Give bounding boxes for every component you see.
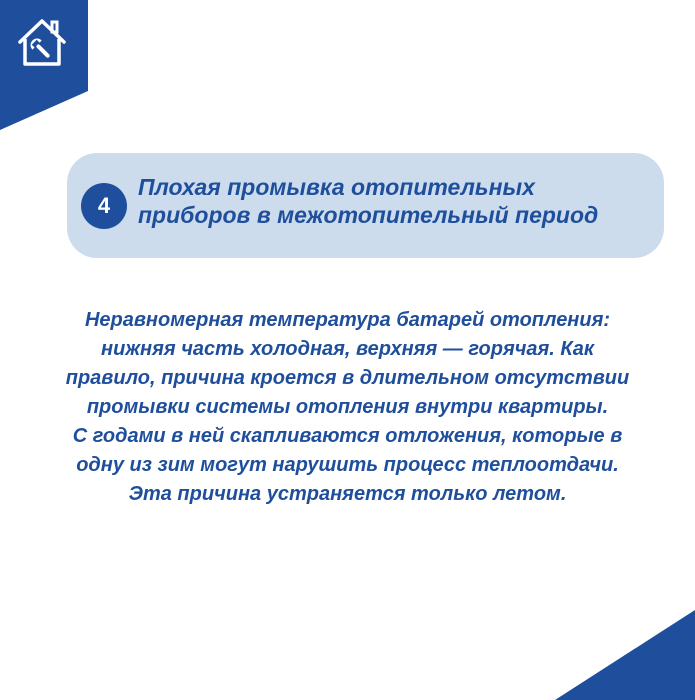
body-line: промывки системы отопления внутри квартиры. [86, 396, 609, 418]
step-number-badge: 4 [81, 183, 127, 229]
body-line: одну из зим могут нарушить процесс теплоотдачи. [76, 454, 619, 476]
body-line: Неравномерная температура батарей отопления: [84, 309, 611, 331]
body-line: Эта причина устраняется только летом. [128, 483, 567, 505]
house-wrench-icon [17, 17, 67, 67]
corner-decoration-bottom-right [555, 610, 695, 700]
body-line: нижняя часть холодная, верхняя — горячая. Как [101, 338, 594, 360]
body-paragraph [25, 306, 670, 509]
heading-card [67, 153, 664, 258]
heading-title-line: Плохая промывка отопительных [138, 174, 535, 200]
heading-title [138, 173, 658, 229]
body-line: правило, причина кроется в длительном отсутствии [65, 367, 630, 389]
heading-title-line: приборов в межотопительный период [138, 202, 599, 228]
body-line: С годами в ней скапливаются отложения, которые в [72, 425, 623, 447]
